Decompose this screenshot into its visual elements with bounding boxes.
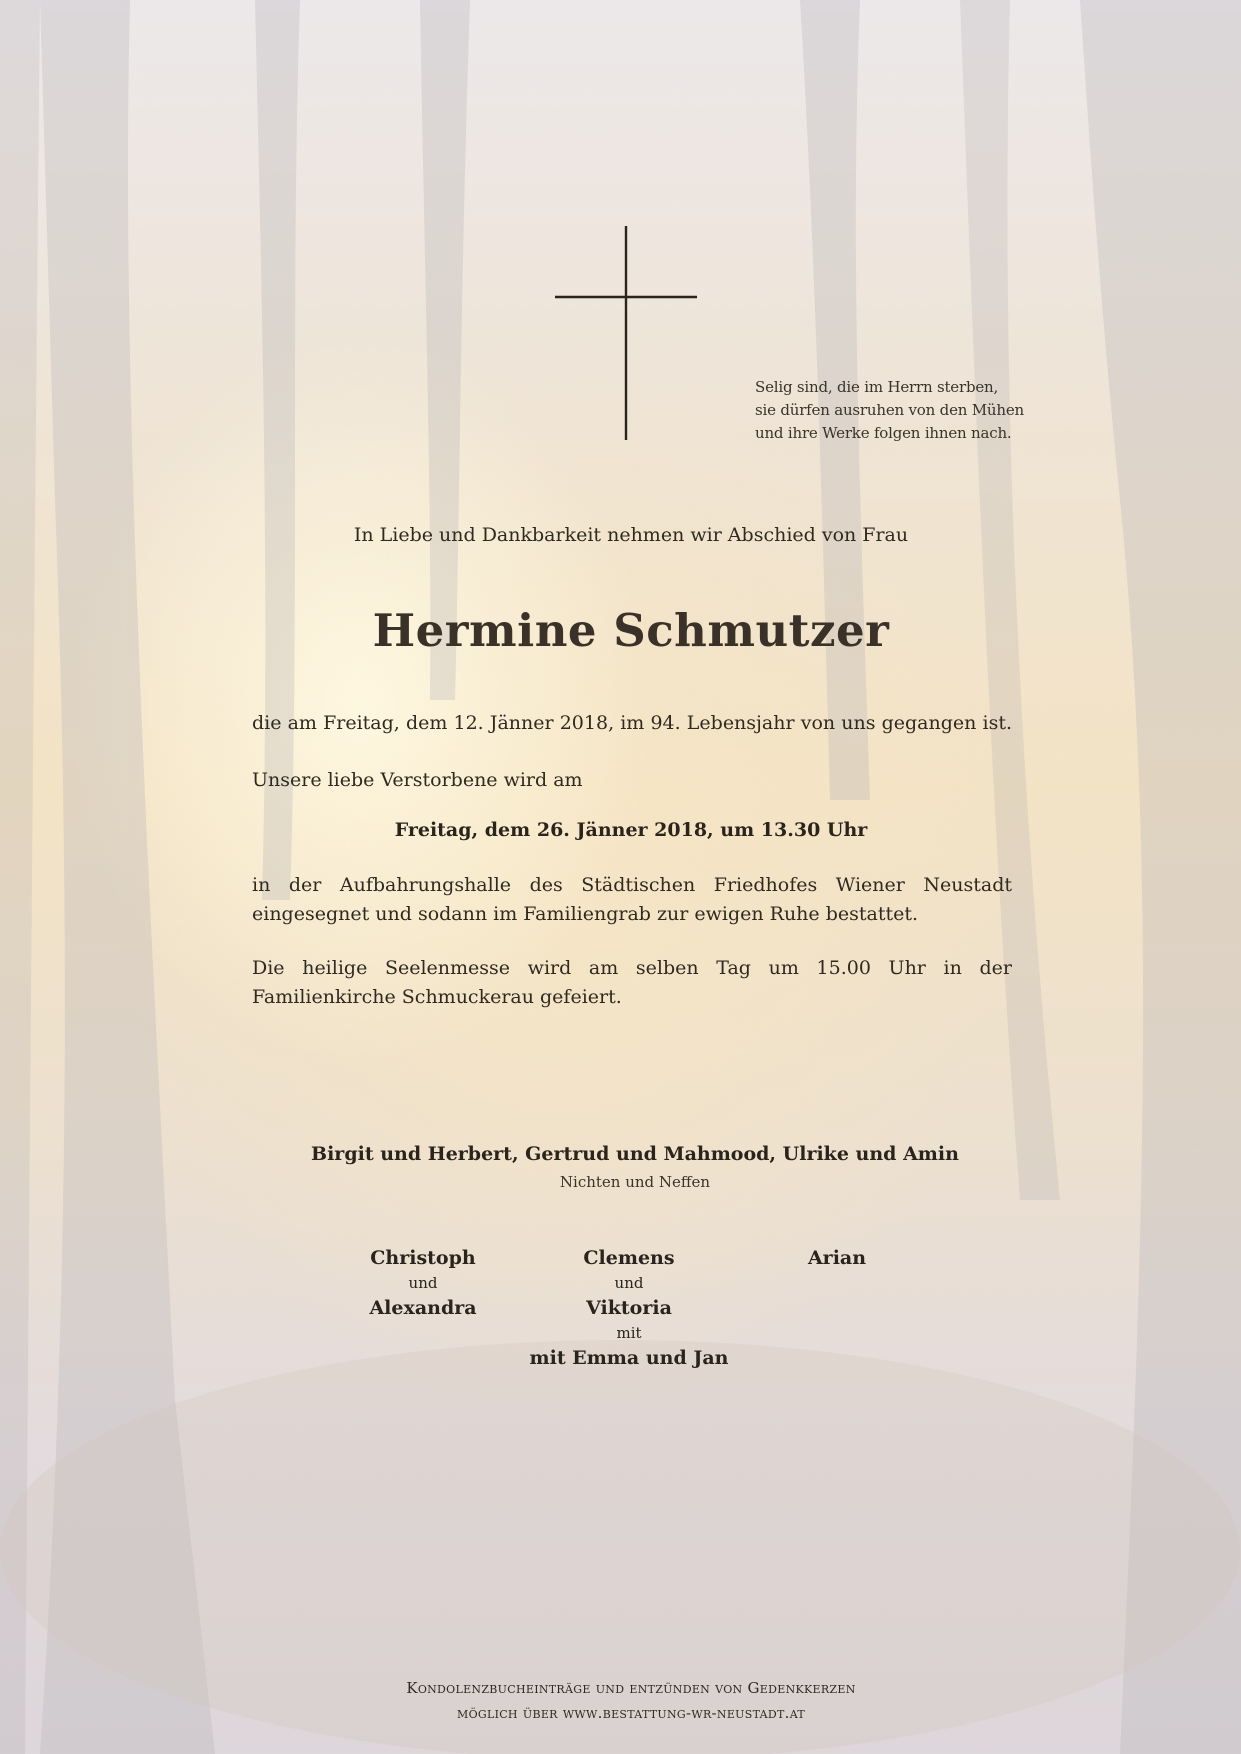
mourners-relation: Nichten und Neffen <box>559 1173 711 1191</box>
mourner-name: Viktoria <box>586 1297 672 1319</box>
funeral-intro: Unsere liebe Verstorbene wird am <box>252 769 583 791</box>
bible-verse-line: Selig sind, die im Herrn sterben, <box>755 378 999 396</box>
bible-verse-line: und ihre Werke folgen ihnen nach. <box>755 424 1012 442</box>
footer-line: Kondolenzbucheinträge und entzünden von Gedenkkerzen <box>406 1679 856 1697</box>
mourner-conjunction: und <box>614 1274 644 1292</box>
mourner-conjunction: mit <box>616 1324 642 1342</box>
mourner-name: Alexandra <box>369 1297 477 1319</box>
mourners-main: Birgit und Herbert, Gertrud und Mahmood, Ulrike und Amin <box>311 1143 959 1165</box>
bible-verse-line: sie dürfen ausruhen von den Mühen <box>755 401 1024 419</box>
burial-text: in der Aufbahrungshalle des Städtischen Friedhofes Wiener Neustadt eingesegnet und sodann im Familiengrab zur ewigen Ruhe bestattet. <box>252 874 1012 925</box>
mass-text: Die heilige Seelenmesse wird am selben Tag um 15.00 Uhr in der Familienkirche Schmuckerau gefeiert. <box>252 957 1012 1008</box>
mourner-group <box>707 1245 967 1271</box>
cross-icon <box>555 226 697 440</box>
footer-line: möglich über www.bestattung-wr-neustadt.at <box>457 1704 805 1722</box>
intro-text: In Liebe und Dankbarkeit nehmen wir Abschied von Frau <box>353 524 909 546</box>
mourner-name: mit Emma und Jan <box>529 1347 729 1369</box>
mourner-name: Christoph <box>370 1247 476 1269</box>
footer-note <box>0 1676 1241 1726</box>
funeral-date: Freitag, dem 26. Jänner 2018, um 13.30 Uhr <box>394 819 868 841</box>
mourner-name: Arian <box>807 1247 867 1269</box>
bible-verse <box>755 376 1045 445</box>
deceased-name: Hermine Schmutzer <box>372 604 890 657</box>
mourner-name: Clemens <box>583 1247 675 1269</box>
death-notice: die am Freitag, dem 12. Jänner 2018, im 94. Lebensjahr von uns gegangen ist. <box>252 712 1012 734</box>
mourner-conjunction: und <box>408 1274 438 1292</box>
